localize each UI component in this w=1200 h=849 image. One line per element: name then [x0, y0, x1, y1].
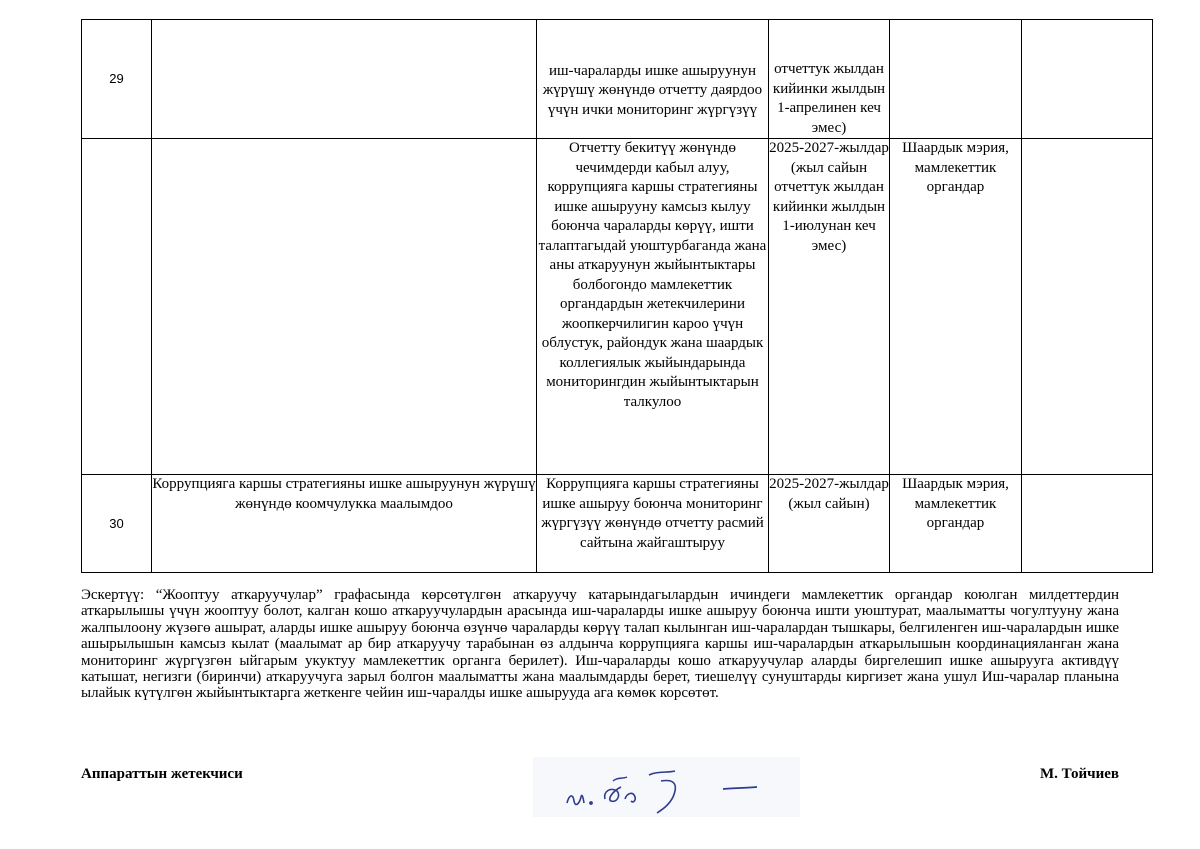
executors-cell	[890, 20, 1022, 139]
deadline-text: отчеттук жылдан кийинки жылдын 1-апрелинен кеч эмес)	[772, 61, 886, 136]
signature-strokes	[567, 771, 757, 813]
executors-cell: Шаардык мэрия, мамлекеттик органдар	[890, 475, 1022, 573]
signatory-name: М. Тойчиев	[1040, 766, 1119, 782]
row-number: 29	[82, 20, 152, 139]
signatory-position: Аппараттын жетекчиси	[81, 766, 243, 782]
signature-image	[533, 757, 800, 817]
deadline-cell	[769, 20, 890, 139]
notes-cell	[1022, 475, 1153, 573]
activity-cell: Отчетту бекитүү жөнүндө чечимдерди кабыл алуу, коррупцияга каршы стратегияны ишке ашырууну камсыз кылуу боюнча чараларды көрүү, ишти талаптагыдай уюштурбаганда жана аны аткаруунун жыйынтыктары болбогондо мамлекеттик органдардын жетекчилерини жоопкерчилигин кароо үчүн облустук, райондук жана шаардык коллегиялык жыйындарында мониторингдин жыйынтыктарын талкулоо	[537, 139, 769, 475]
table-row	[82, 475, 1153, 573]
activity-cell: Коррупцияга каршы стратегияны ишке ашыруу боюнча мониторинг жүргүзүү жөнүндө отчетту расмий сайтына жайгаштыруу	[537, 475, 769, 573]
task-cell	[152, 20, 537, 139]
executors-cell: Шаардык мэрия, мамлекеттик органдар	[890, 139, 1022, 475]
task-cell: Коррупцияга каршы стратегияны ишке ашыруунун жүрүшү жөнүндө коомчулукка маалымдоо	[152, 475, 537, 573]
task-cell	[152, 139, 537, 475]
notes-cell	[1022, 20, 1153, 139]
row-number	[82, 139, 152, 475]
action-plan-table	[81, 19, 1153, 573]
deadline-cell: 2025-2027-жылдар (жыл сайын отчеттук жылдан кийинки жылдын 1-июлунан кеч эмес)	[769, 139, 890, 475]
table-row	[82, 20, 1153, 139]
row-number: 30	[82, 475, 152, 573]
notes-cell	[1022, 139, 1153, 475]
footnote-paragraph: Эскертүү: “Жооптуу аткаруучулар” графасында көрсөтүлгөн аткаруучу катарындагылардын ичиндеги мамлекеттик органдар коюлган милдеттердин аткарылышы үчүн жооптуу болот, калган кошо аткаруучулардын арасында иш-чараларды ишке ашыруу боюнча ишти уюштурат, маалыматты чогултууну жана жалпылоону жүзөгө ашырат, аларды ишке ашыруу боюнча өзүнчө чараларды көрүү талап кылынган иш-чаралардан тышкары, белгиленген иш-чаралардын ишке ашырылышын камсыз кылат (маалымат ар бир аткаруучу тарабынан өз алдынча коррупцияга каршы иш-чаралардын аткарылышын координацияланган жана мониторинг жүргүзгөн ыйгарым укуктуу мамлекеттик органга берилет). Иш-чараларды кошо аткаруучулар аларды биргелешип ишке ашырууга активдүү катышат, негизги (биринчи) аткаруучуга зарыл болгон маалыматты жана маалымдарды берет, тиешелүү сунуштарды киргизет жана ушул Иш-чаралар планына ылайык күтүлгөн жыйынтыктарга жеткенге чейин иш-чаралды ишке ашырууда ага көмөк корсөтөт.	[81, 587, 1119, 702]
activity-text: иш-чараларды ишке ашыруунун жүрүшү жөнүндө отчетту даярдоо үчүн ички мониторинг жүргүзүү	[542, 62, 763, 118]
handwritten-signature	[533, 757, 800, 817]
table-row	[82, 139, 1153, 475]
deadline-cell: 2025-2027-жылдар (жыл сайын)	[769, 475, 890, 573]
activity-cell	[537, 20, 769, 139]
